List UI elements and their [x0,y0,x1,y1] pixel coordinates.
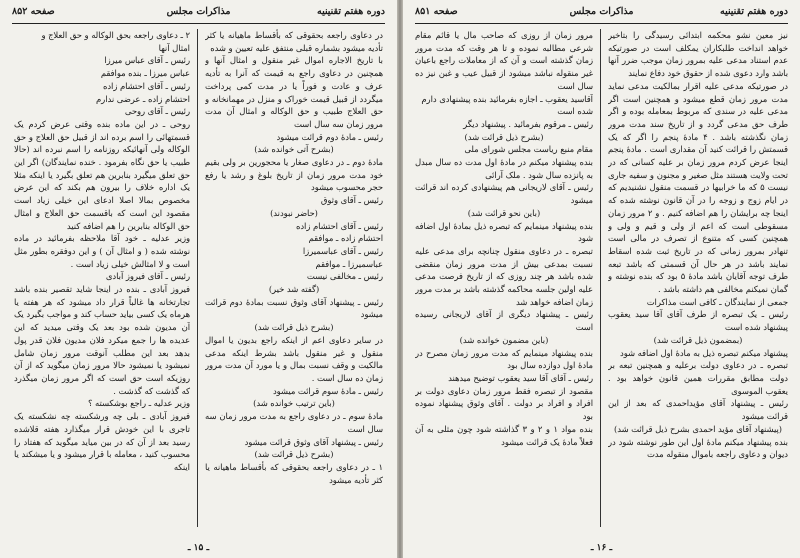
paragraph: رئیس ـ پیشنهاد آقای وثوق قرائت میشود [244,436,383,447]
left-column-divider [197,29,198,527]
left-header-title: مذاکرات مجلس [166,6,231,17]
paragraph: رئیس ـ آقای لاریجانی هم پیشنهادی کرده اند قرائت میشود [415,182,593,206]
left-page-column-outer [14,29,190,527]
paragraph: رئیس ـ مادهٔ دوم قرائت میشود [276,131,383,142]
paragraph: بنده پیشنهاد میکنم در مادهٔ اول مدت ده سال مبدل به پانزده سال شود . ملک آرائی [415,157,593,180]
paragraph: رئیس ـ آقای فیروز آبادی [105,271,190,282]
paragraph: مقام منبع ریاست مجلس شورای ملی [464,144,593,155]
left-page-folio: ـ ۱۵ ـ [187,543,210,553]
paragraph: (بشرح ذیل قرائت شد) [464,131,544,142]
paragraph: شده است [557,106,593,117]
right-page-folio: ـ ۱۶ ـ [590,543,613,553]
paragraph: (باین نحو قرائت شد) [467,207,541,218]
left-page-footer [0,543,397,553]
left-page-column-inner [205,29,383,527]
paragraph: بنده پیشنهاد مینمایم که مدت مرور زمان مصرح در مادهٔ اول دوازده سال بود [415,347,593,371]
right-header-rule [415,23,788,24]
left-page [0,0,397,558]
paragraph: رئیس ـ مادهٔ سوم قرائت میشود [272,385,383,396]
paragraph: بنده پیشنهاد مینمایم که تبصره ذیل بمادهٔ اول اضافه شود [415,220,593,244]
right-header-title: مذاکرات مجلس [569,6,634,17]
paragraph: فیروز آبادی ـ بنده در اینجا شاید تقصیر بنده باشد تجارتخانه ها غالباً قرار داد میشود که هر هفته یا هرماه یک کسی بیاید حساب کند و مواجب بگیرد یک آن مدیون شده بود بعد یک وقتی میدید که این عدیده ها را جمع میکرد فلان مدیون فلان قدر پول بدهد بعد این مطلب آنوقت مرور زمان شامل نمیشود یا نمیشود حالا مرور زمان میگوید که از آن روزیکه است حق است که اگر مرور زمان میگذرد که گذشت که گذشت . [14,284,190,396]
right-page-column-inner [415,29,593,527]
paragraph: ۱ ـ در دعاوی راجعه بحقوقی که بأقساط ماهیانه یا کثر تأدیه میشود [205,461,383,485]
paragraph: پیشنهاد میکنم تبصره ذیل به مادهٔ اول اضافه شود [620,347,788,358]
right-page-column-outer [608,29,788,527]
paragraph: وزیر عدلیه ـ راجع بوشکسته ؟ [87,398,190,409]
paragraph: آقاسید یعقوب ـ اجازه بفرمائید بنده پیشنهادی دارم [421,93,593,104]
right-header-page-number: صفحه ۸۵۱ [415,6,458,17]
paragraph: روحی ـ در این ماده بنده وقتی عرض کردم یک قسمتهائی را اسم برده اند از قبیل حق العلاج و حق الوکاله ولی آنهائیکه روزنامه را اسم نبرده اند (حالا طبیب یا حق نگاه بفرمود . خنده نمایندگان) اگر این حق تعلق میگیرد بنابرین هم تعلق بگیرد یا اینکه مثلا یک اداره خلاف را بیرون هم بکند که این عرض مخصوص بمالا اصلا ادعای این خیلی زیاد است مقصود این است که باقسمت حق العلاج و امثال حق الوکاله بنابرین را هم اضافه کنید [14,118,190,231]
paragraph: (پیشنهاد آقای مؤید احمدی بشرح ذیل قرائت شد) [613,423,782,434]
paragraph: رئیس ـ آقای احتشام زاده [102,80,190,91]
paragraph: احتشام زاده ـ موافقم [308,233,383,244]
paragraph: (بمضمون ذیل قرائت شد) [653,334,743,345]
paragraph: (گفته شد خیر) [268,284,320,295]
left-header-session: دوره هفتم تقنینیه [316,6,385,17]
paragraph: رئیس ـ آقای آقا سید یعقوب توضیح میدهند [448,372,593,383]
left-header-page-number: صفحه ۸۵۲ [12,6,55,17]
paragraph: وزیر عدلیه ـ خود آقا ملاحظه بفرمائید در ماده نوشته شده ( و امثال آن ) و این دوفقره بطور مثل است و لا امثالش خیلی زیاد است . [14,233,190,269]
paragraph: رئیس ـ پیشنهاد آقای وثوق نسبت بمادهٔ دوم قرائت میشود [205,296,383,320]
paragraph: تبصره ـ در دعاوی دولت برعلیه و همچنین تبعه بر دولت مطابق مقررات همین قانون خواهد بود . یعقوب الموسوی [608,360,788,396]
right-header-session: دوره هفتم تقنینیه [719,6,788,17]
paragraph: مقصود از تبصره فقط مرور زمان دعاوی دولت بر افراد و افراد بر دولت . آقای وثوق پیشنهاد نموده بود [415,385,593,422]
paragraph: (باین مضمون خوانده شد) [459,334,549,345]
paragraph: بنده مواد ۱ و ۲ و ۳ گذاشته شود چون مثلی به آن فعلاً مادهٔ یک قرائت میشود [415,423,593,447]
paragraph: احتشام زاده ـ عرضی ندارم [96,93,190,104]
paragraph: امثال آنها [158,42,190,53]
paragraph: (بشرح آتی خوانده شد) [254,144,334,155]
paragraph: (حاضر نبودند) [270,207,318,218]
right-page-header [415,6,788,22]
right-page [403,0,800,558]
paragraph: جمعی از نمایندگان ـ کافی است مذاکرات [646,296,788,307]
paragraph: عباس میرزا ـ بنده موافقم [100,68,190,79]
paragraph: با تاریخ الاجاره اموال غیر منقول و امثال آنها و همچنین در دعاوی راجع به قیمت که آنرا به تأدیه عرف و عادت و فوراً یا در مدت کمی پرداخت میگردد از قبیل قیمت خوراک و منزل در مهمانخانه و حق العلاج طبیب و حق الوکاله و امثال آن مدت مرور زمان سه سال است [205,55,383,129]
paragraph: رئیس ـ مخالفی نیست [306,271,383,282]
paragraph: مادهٔ دوم ـ در دعاوی صغار یا محجورین بر ولی بقیم خود مدت مرور زمان از تاریخ بلوغ و رشد یا رفع حجر محسوب میشود [205,157,383,193]
left-page-header [12,6,385,22]
paragraph: (باین ترتیب خوانده شد) [253,398,335,409]
paragraph: (بشرح ذیل قرائت شد) [254,449,334,460]
paragraph: رئیس ـ پیشنهاد دیگری از آقای لاریجانی رسیده است [415,309,593,333]
paragraph: رئیس ـ آقای روحی [124,106,190,117]
paragraph: در سایر دعاوی اعم از اینکه راجع بدیون یا اموال منقول و غیر منقول باشد بشرط اینکه مدعی مالکیت و وقف نسبت بمال و یا مورد آن مدت مرور زمان ده سال است . [205,334,383,383]
paragraph: ۲ ـ دعاوی راجعه بحق الوکاله و حق العلاج و [41,30,190,40]
paragraph: تبصره ـ در دعاوی منقول چنانچه برای مدعی علیه نسبت بمدعی بیش از مدت مرور زمان منقضی شده باشد هر چند روزی که از تاریخ فرصت مدعی علیه اولین جلسه محاکمه گذشته باشد بر مدت مرور زمان اضافه خواهد شد [415,245,593,307]
paragraph: (بشرح ذیل قرائت شد) [254,322,334,333]
paragraph: مادهٔ سوم ـ در دعاوی راجع به مدت مرور زمان سه سال است [205,411,383,434]
paragraph: رئیس ـ آقای عباس میرزا [104,55,190,66]
paragraph: رئیس ـ آقای وثوق [320,195,383,206]
paragraph: نیز معین نشو محکمه ابتدائی رسیدگی را بتاخیر خواهد انداخت طلبکاران یمکلف است در صورتیکه عدم استناد مدعی علیه بمرور زمان موجب ضرر آنها باشد وارد دعوی شده از حقوق خود دفاع نمایند [608,30,788,79]
paragraph: رئیس ـ پیشنهاد آقای مؤیداحمدی که بعد از این قرائت میشود [608,398,788,422]
paragraph: رئیس ـ آقای عباسمیرزا [302,245,383,256]
paragraph: بنده پیشنهاد میکنم مادهٔ اول این طور نوشته شود در دیوان و دعاوی راجعه باموال منقوله مدت [608,436,788,460]
paragraph: عباسمیرزا ـ موافقم [315,258,383,269]
right-page-footer [403,543,800,553]
paragraph: مرور زمان از روزی که صاحب مال یا قائم مقام شرعی مطالبه نموده و تا هر وقت که مدت مرور زمان گذشته است و آن که از معاملات راجع باعیان غیر منقوله نباشد میشود از قبیل عیب و غبن نیز ده سال است [415,30,593,91]
paragraph: رئیس ـ مرقوم بفرمائید . پیشنهاد دیگر [463,118,593,129]
left-header-rule [12,23,385,24]
paragraph: رئیس ـ آقای احتشام زاده [295,220,383,231]
paragraph: فیروز آبادی ـ بلی چه ورشکسته چه نشکسته یک تاجری با این خودش قرار میگذارد هفته قلاشده رسید بعد از آن که در بین میاید میگوید که هفتاد را محسوب کنید ، معامله با قرار میشود و یا میشکند یا اینکه [14,411,190,472]
paragraph: رئیس ـ یک تبصره از طرف آقای آقا سید یعقوب پیشنهاد شده است [608,309,788,333]
right-column-divider [600,29,601,527]
paragraph: در صورتیکه مدعی علیه اقرار بمالکیت مدعی نماید مدت مرور زمان قطع میشود و همچنین است اگر مدعی علیه در سندی که مربوط بمعامله بوده و اگر طرف حق مدعی گردد و از تاریخ سند مدت مرور زمان نگذشته باشد . ۴ مادهٔ پنجم را اگر که یک قسمتش را قرائت کنید آن مقداری است . مادهٔ پنجم اینجا عرض کردم مرور زمان بر علیه کسانی که در تحت ولایت هستند مثل صغیر و مجنون و سفیه جاری نیست ۵ که ما خرابیها در قسمت منقول نشنیدیم که در ایام زوج و زوجه را در آن قانون نوشته شده که اینجا چه برایشان را هم اضافه کنیم . و ۲ مرور زمان مسقوطی است که اعم از ولی و قیم و ولی و همچنین کسی که متنوع از تصرف در مالی است تنهادر بمرور زمانی که در تاریخ ثبت شده اسقاط نمایند باشد در هر حال آن قسمتی که باشد تبعه طرف توجه آقایان باشد مادهٔ ۵ بود که بنده نوشته و گمان نمیکنم مخالفی هم داشته باشد . [608,80,788,295]
paragraph: در دعاوی راجعه بحقوقی که بأقساط ماهیانه یا کثر تأدیه میشود بشماره قبلی منتفق علیه تعیین و شده [205,30,383,53]
